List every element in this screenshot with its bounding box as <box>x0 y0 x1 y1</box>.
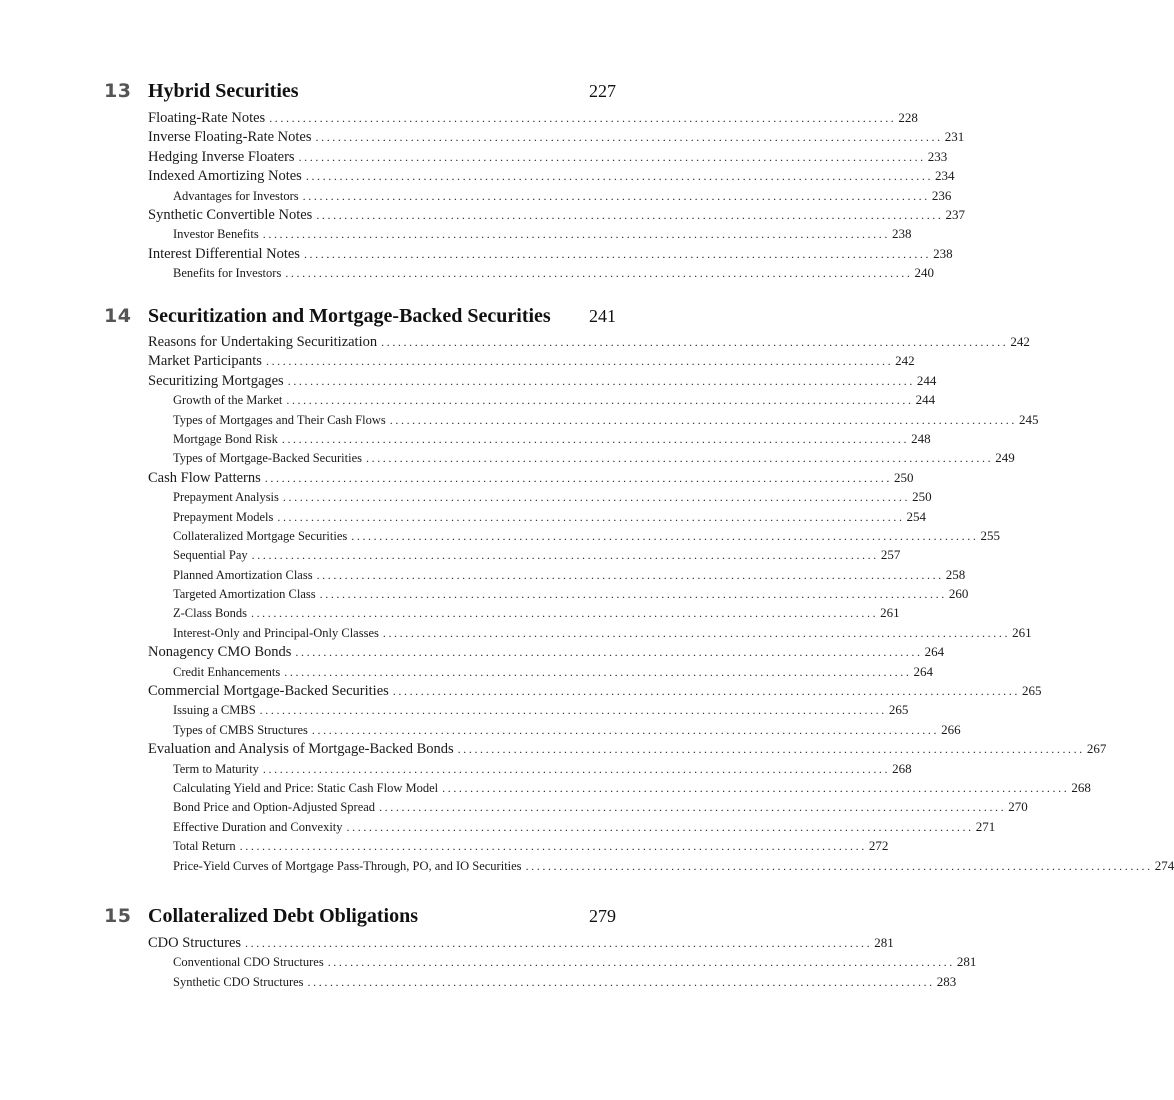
dot-leader: ................................................................................................................ <box>392 684 1020 699</box>
toc-subentry[interactable] <box>148 817 996 836</box>
entry-page-number: 268 <box>1071 779 1091 795</box>
dot-leader: ................................................................................................................ <box>285 266 913 281</box>
entry-label: Sequential Pay <box>173 548 248 563</box>
entry-label: Collateralized Mortgage Securities <box>173 528 348 543</box>
toc-entry[interactable] <box>148 351 915 370</box>
entry-page-number: 234 <box>935 168 955 184</box>
entry-label: Targeted Amortization Class <box>173 587 316 602</box>
entry-page-number: 267 <box>1086 741 1107 757</box>
toc-subentry[interactable] <box>148 545 901 564</box>
toc-subentry[interactable] <box>148 856 1174 875</box>
dot-leader: ................................................................................................................ <box>316 207 944 222</box>
entry-page-number: 244 <box>915 392 936 408</box>
toc-subentry[interactable] <box>148 224 912 243</box>
entry-label: Floating-Rate Notes <box>148 110 266 126</box>
chapter-number: 15 <box>104 905 132 927</box>
entry-page-number: 274 <box>1154 857 1174 873</box>
entry-page-number: 255 <box>980 527 1000 543</box>
entry-page-number: 261 <box>880 605 900 621</box>
entry-page-number: 268 <box>892 760 912 776</box>
toc-subentry[interactable] <box>148 507 927 526</box>
toc-entry[interactable] <box>148 642 945 661</box>
entry-label: Price-Yield Curves of Mortgage Pass-Through, PO, and IO Securities <box>173 858 522 873</box>
entry-label: Interest-Only and Principal-Only Classes <box>173 625 379 640</box>
dot-leader: ................................................................................................................ <box>382 625 1011 640</box>
entry-label: Prepayment Models <box>173 509 274 524</box>
toc-entry[interactable] <box>148 108 918 127</box>
entry-label: Z-Class Bonds <box>173 606 247 621</box>
dot-leader: ................................................................................................................ <box>251 548 879 563</box>
toc-entry[interactable] <box>148 127 965 146</box>
entry-page-number: 281 <box>874 935 894 950</box>
entry-label: Synthetic CDO Structures <box>173 974 304 989</box>
dot-leader: ................................................................................................................ <box>366 451 994 466</box>
toc-subentry[interactable] <box>148 565 966 584</box>
toc-entry[interactable] <box>148 332 1030 351</box>
chapter-page-number: 241 <box>589 306 616 326</box>
dot-leader: ................................................................................................................ <box>305 169 934 184</box>
entry-label: Prepayment Analysis <box>173 490 279 505</box>
toc-entry[interactable] <box>148 166 955 185</box>
entry-label: Credit Enhancements <box>173 664 281 679</box>
dot-leader: ................................................................................................................ <box>259 703 887 718</box>
entry-label: Commercial Mortgage-Backed Securities <box>148 683 389 700</box>
toc-subentry[interactable] <box>148 623 1032 642</box>
dot-leader: ................................................................................................................ <box>282 490 911 505</box>
entry-label: Benefits for Investors <box>173 266 282 281</box>
toc-entry[interactable] <box>148 468 914 487</box>
entry-label: Inverse Floating-Rate Notes <box>148 129 312 146</box>
dot-leader: ................................................................................................................ <box>307 974 935 989</box>
toc-entry[interactable] <box>148 147 948 166</box>
entry-label: Market Participants <box>148 353 262 370</box>
entry-page-number: 248 <box>911 430 931 446</box>
chapter-page-number: 279 <box>589 906 616 926</box>
dot-leader: ................................................................................................................ <box>315 130 943 145</box>
toc-subentry[interactable] <box>148 584 969 603</box>
entry-page-number: 244 <box>916 372 937 388</box>
chapter-page-number: 227 <box>589 81 616 101</box>
toc-entry[interactable] <box>148 739 1107 758</box>
entry-page-number: 242 <box>895 353 915 369</box>
toc-subentry[interactable] <box>148 526 1000 545</box>
entry-label: Synthetic Convertible Notes <box>148 206 313 223</box>
entry-page-number: 228 <box>898 110 918 125</box>
dot-leader: ................................................................................................................ <box>284 664 912 679</box>
entry-label: Types of CMBS Structures <box>173 722 308 737</box>
entry-page-number: 270 <box>1008 799 1028 815</box>
toc-subentry[interactable] <box>148 972 957 991</box>
entry-label: Types of Mortgage-Backed Securities <box>173 451 362 466</box>
dot-leader: ................................................................................................................ <box>319 587 947 602</box>
dot-leader: ................................................................................................................ <box>250 606 879 621</box>
toc-subentry[interactable] <box>148 448 1015 467</box>
entry-label: Evaluation and Analysis of Mortgage-Backed Bonds <box>148 741 454 758</box>
dot-leader: ................................................................................................................ <box>295 645 923 660</box>
entry-label: Mortgage Bond Risk <box>173 431 278 446</box>
entry-page-number: 264 <box>913 663 933 679</box>
entry-page-number: 250 <box>912 489 932 505</box>
chapter-number: 14 <box>104 305 132 327</box>
toc-entry[interactable] <box>148 371 937 390</box>
toc-subentry[interactable] <box>148 797 1028 816</box>
chapter-title[interactable]: Securitization and Mortgage-Backed Securities <box>148 305 551 327</box>
toc-subentry[interactable] <box>148 662 933 681</box>
entry-page-number: 249 <box>995 450 1015 466</box>
dot-leader: ................................................................................................................ <box>245 936 873 950</box>
dot-leader: ................................................................................................................ <box>262 227 890 242</box>
dot-leader: ................................................................................................................ <box>286 393 914 408</box>
entry-page-number: 261 <box>1012 624 1032 640</box>
entry-label: Conventional CDO Structures <box>173 955 324 970</box>
dot-leader: ................................................................................................................ <box>269 111 897 125</box>
dot-leader: ................................................................................................................ <box>303 246 932 261</box>
entry-page-number: 233 <box>927 148 948 164</box>
toc-subentry[interactable] <box>148 263 935 282</box>
chapter-title[interactable]: Hybrid Securities <box>148 80 299 102</box>
dot-leader: ................................................................................................................ <box>298 149 926 164</box>
dot-leader: ................................................................................................................ <box>316 567 944 582</box>
toc-subentry[interactable] <box>148 836 889 855</box>
entry-page-number: 238 <box>933 245 953 261</box>
entry-page-number: 237 <box>945 206 966 222</box>
entry-page-number: 242 <box>1010 334 1030 349</box>
entry-label: Term to Maturity <box>173 761 259 776</box>
toc-subentry[interactable] <box>148 759 912 778</box>
entry-page-number: 238 <box>891 226 912 242</box>
entry-page-number: 266 <box>941 721 961 737</box>
toc-subentry[interactable] <box>148 778 1091 797</box>
entry-label: Indexed Amortizing Notes <box>148 168 302 185</box>
toc-subentry[interactable] <box>148 952 977 971</box>
toc-subentry[interactable] <box>148 429 931 448</box>
entry-label: Advantages for Investors <box>173 188 299 203</box>
dot-leader: ................................................................................................................ <box>381 335 1009 349</box>
toc-subentry[interactable] <box>148 410 1039 429</box>
toc-entry[interactable] <box>148 933 894 952</box>
entry-page-number: 257 <box>880 547 901 563</box>
entry-page-number: 258 <box>945 566 966 582</box>
entry-label: Issuing a CMBS <box>173 703 256 718</box>
entry-page-number: 281 <box>956 954 977 970</box>
entry-page-number: 271 <box>975 818 996 834</box>
dot-leader: ................................................................................................................ <box>287 373 915 388</box>
entry-page-number: 240 <box>914 265 935 281</box>
entry-page-number: 260 <box>948 586 969 602</box>
entry-label: CDO Structures <box>148 935 242 951</box>
entry-label: Cash Flow Patterns <box>148 469 261 486</box>
entry-label: Growth of the Market <box>173 393 283 408</box>
dot-leader: ................................................................................................................ <box>265 354 894 369</box>
dot-leader: ................................................................................................................ <box>262 761 891 776</box>
dot-leader: ................................................................................................................ <box>379 800 1007 815</box>
entry-page-number: 264 <box>924 644 945 660</box>
dot-leader: ................................................................................................................ <box>281 431 910 446</box>
dot-leader: ................................................................................................................ <box>327 955 955 970</box>
entry-page-number: 265 <box>888 702 909 718</box>
entry-page-number: 283 <box>936 973 957 989</box>
dot-leader: ................................................................................................................ <box>239 839 867 854</box>
entry-page-number: 231 <box>944 129 965 145</box>
dot-leader: ................................................................................................................ <box>351 528 979 543</box>
dot-leader: ................................................................................................................ <box>302 188 930 203</box>
entry-page-number: 272 <box>868 838 889 854</box>
entry-label: Planned Amortization Class <box>173 567 313 582</box>
entry-page-number: 250 <box>893 469 914 485</box>
entry-page-number: 245 <box>1018 411 1039 427</box>
dot-leader: ................................................................................................................ <box>311 722 940 737</box>
toc-subentry[interactable] <box>148 487 932 506</box>
toc-entry[interactable] <box>148 244 953 263</box>
dot-leader: ................................................................................................................ <box>346 819 974 834</box>
entry-label: Total Return <box>173 839 236 854</box>
entry-label: Effective Duration and Convexity <box>173 819 343 834</box>
dot-leader: ................................................................................................................ <box>389 412 1017 427</box>
entry-label: Calculating Yield and Price: Static Cash Flow Model <box>173 780 439 795</box>
entry-label: Nonagency CMO Bonds <box>148 644 292 661</box>
chapter-14-entries <box>148 332 1174 875</box>
dot-leader: ................................................................................................................ <box>525 858 1153 873</box>
chapter-15-entries <box>148 933 977 991</box>
entry-page-number: 265 <box>1021 683 1042 699</box>
chapter-title[interactable]: Collateralized Debt Obligations <box>148 905 418 927</box>
entry-label: Hedging Inverse Floaters <box>148 148 295 165</box>
toc-subentry[interactable] <box>148 186 952 205</box>
entry-label: Investor Benefits <box>173 227 259 242</box>
chapter-13-entries <box>148 108 966 283</box>
dot-leader: ................................................................................................................ <box>277 509 905 524</box>
chapter-number: 13 <box>104 80 132 102</box>
entry-page-number: 254 <box>906 508 927 524</box>
toc-subentry[interactable] <box>148 700 909 719</box>
dot-leader: ................................................................................................................ <box>442 780 1070 795</box>
toc-subentry[interactable] <box>148 720 961 739</box>
entry-label: Types of Mortgages and Their Cash Flows <box>173 412 386 427</box>
toc-subentry[interactable] <box>148 603 900 622</box>
toc-subentry[interactable] <box>148 390 936 409</box>
dot-leader: ................................................................................................................ <box>457 742 1085 757</box>
entry-page-number: 236 <box>931 187 952 203</box>
entry-label: Reasons for Undertaking Securitization <box>148 334 378 350</box>
dot-leader: ................................................................................................................ <box>264 470 892 485</box>
entry-label: Bond Price and Option-Adjusted Spread <box>173 800 376 815</box>
entry-label: Securitizing Mortgages <box>148 372 284 389</box>
toc-entry[interactable] <box>148 681 1042 700</box>
toc-entry[interactable] <box>148 205 966 224</box>
entry-label: Interest Differential Notes <box>148 245 300 262</box>
